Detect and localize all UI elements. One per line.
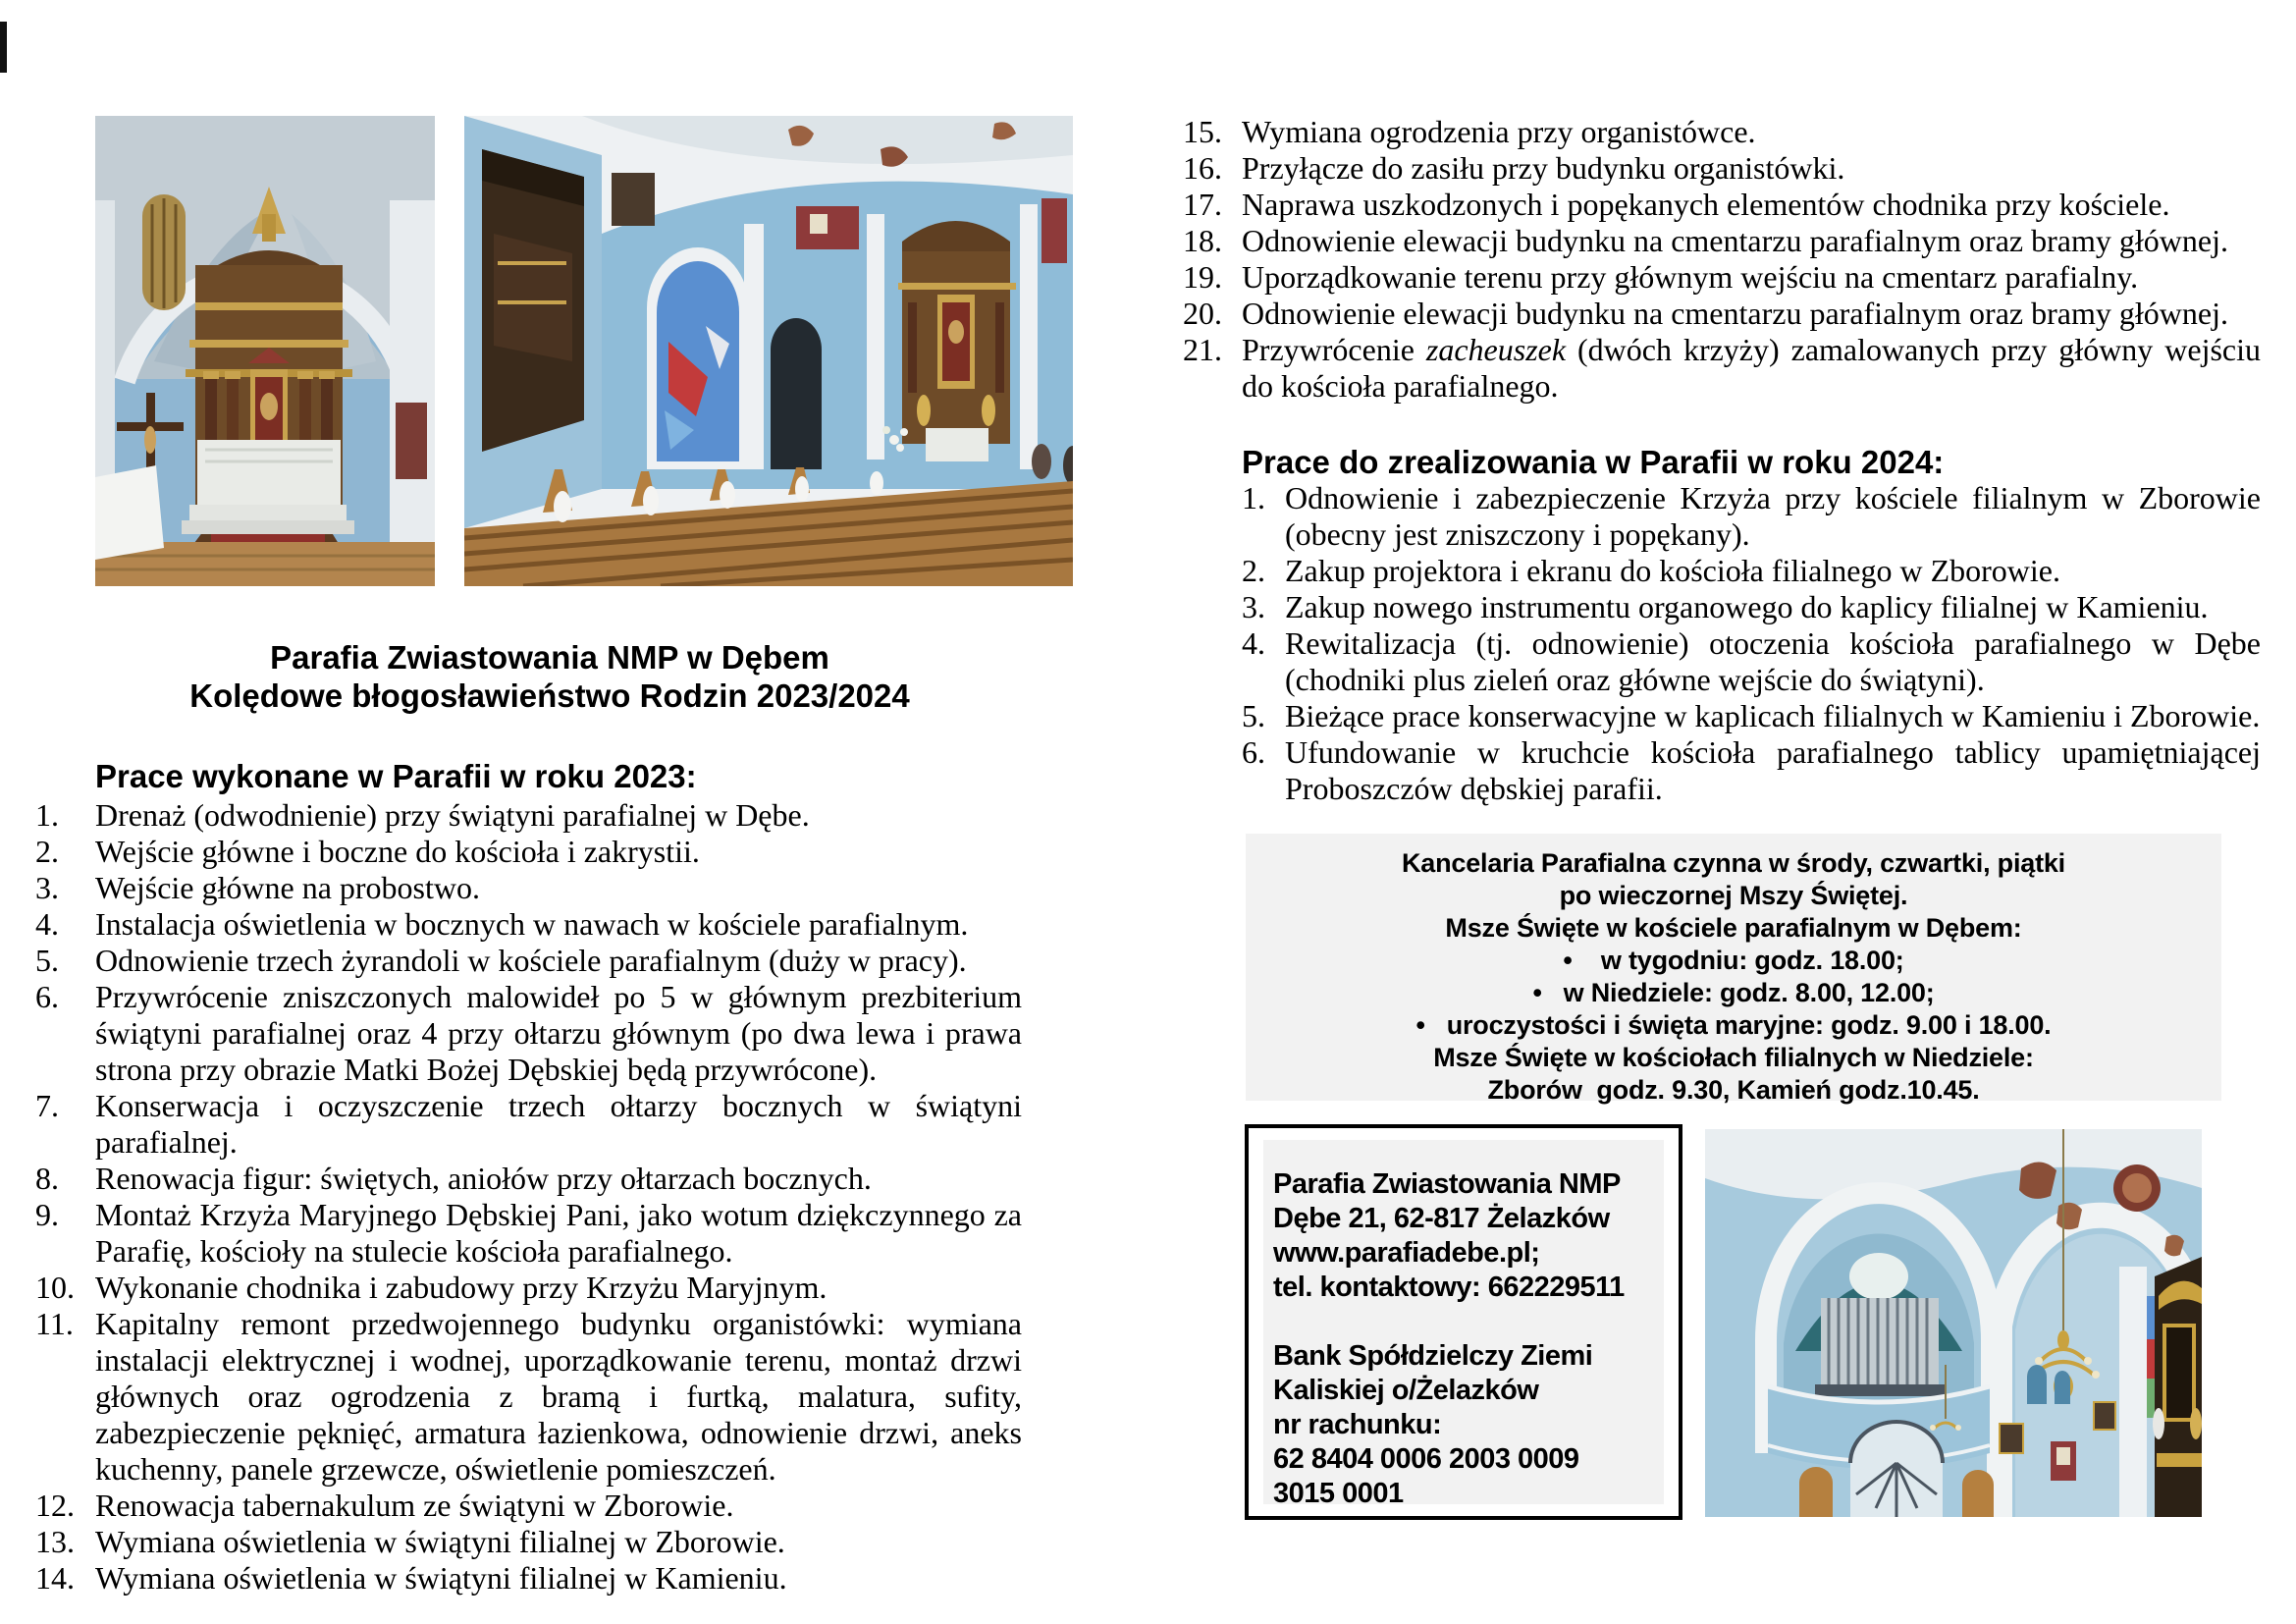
list-item: 18. Odnowienie elewacji budynku na cmentarzu parafialnym oraz bramy głównej.	[1183, 223, 2228, 258]
office-bullet-line: • w Niedziele: godz. 8.00, 12.00;	[1532, 978, 1935, 1007]
list-item: 15. Wymiana ogrodzenia przy organistówce.	[1183, 114, 1756, 149]
list-item: 9. Montaż Krzyża Maryjnego Dębskiej Pani, jako wotum dziękczynnego za Parafię, kościoły na stulecie kościoła parafialnego.	[35, 1197, 1022, 1269]
office-bullet-line: • w tygodniu: godz. 18.00;	[1563, 946, 1904, 975]
office-line: Msze Święte w kościele parafialnym w Dębem:	[1445, 913, 2022, 943]
scan-artifact	[0, 22, 7, 73]
heading-works-2024: Prace do zrealizowania w Parafii w roku 2024:	[1242, 444, 1945, 480]
list-item: 2. Zakup projektora i ekranu do kościoła filialnego w Zborowie.	[1242, 553, 2060, 588]
list-item: 20. Odnowienie elewacji budynku na cmentarzu parafialnym oraz bramy głównej.	[1183, 296, 2228, 331]
list-works-2023	[35, 797, 1022, 1597]
parish-website: www.parafiadebe.pl;	[1273, 1237, 1540, 1269]
list-item: 4. Instalacja oświetlenia w bocznych w nawach w kościele parafialnym.	[35, 906, 969, 942]
page-title	[59, 638, 1041, 715]
list-works-2023-continued	[1183, 114, 2261, 405]
list-item: 17. Naprawa uszkodzonych i popękanych elementów chodnika przy kościele.	[1183, 187, 2170, 222]
bank-name-line2: Kaliskiej o/Żelazków	[1273, 1375, 1539, 1406]
list-item-21: 21. Przywrócenie zacheuszek (dwóch krzyży) zamalowanych przy główny wejściu do kościoła parafialnego.	[1183, 332, 2262, 404]
bank-account-number-line1: 62 8404 0006 2003 0009	[1273, 1443, 1579, 1475]
list-item: 6. Ufundowanie w kruchcie kościoła parafialnego tablicy upamiętniającej Proboszczów dębskiej parafii.	[1242, 734, 2261, 806]
list-item: 5. Odnowienie trzech żyrandoli w kościele parafialnym (duży w pracy).	[35, 943, 967, 978]
italic-term: zacheuszek	[1425, 332, 1567, 367]
list-item: 10. Wykonanie chodnika i zabudowy przy Krzyżu Maryjnym.	[35, 1270, 828, 1305]
bank-account-number-line2: 3015 0001	[1273, 1478, 1404, 1509]
blank-line	[1273, 1305, 1658, 1339]
photo-main-altar	[95, 116, 435, 586]
list-item: 14. Wymiana oświetlenia w świątyni filialnej w Kamieniu.	[35, 1560, 787, 1596]
list-item: 19. Uporządkowanie terenu przy głównym wejściu na cmentarz parafialny.	[1183, 259, 2139, 295]
photo-church-nave	[464, 116, 1073, 586]
list-item: 2. Wejście główne i boczne do kościoła i zakrystii.	[35, 834, 700, 869]
parish-address: Dębe 21, 62-817 Żelazków	[1273, 1203, 1610, 1234]
parish-phone: tel. kontaktowy: 662229511	[1273, 1272, 1625, 1303]
photo-organ-loft	[1705, 1129, 2202, 1517]
list-item: 7. Konserwacja i oczyszczenie trzech ołtarzy bocznych w świątyni parafialnej.	[35, 1088, 1022, 1160]
list-item: 3. Zakup nowego instrumentu organowego do kaplicy filialnej w Kamieniu.	[1242, 589, 2209, 624]
list-item: 6. Przywrócenie zniszczonych malowideł po 5 w głównym prezbiterium świątyni parafialnej oraz 4 przy ołtarzu głównym (po dwa lewa i prawa strona przy obrazie Matki Bożej Dębskiej będą przywrócone).	[35, 979, 1022, 1087]
list-item: 11. Kapitalny remont przedwojennego budynku organistówki: wymiana instalacji elektrycznej i wodnej, uporządkowanie terenu, montaż drzwi głównych oraz ogrodzenia z bramą i furtką, malatura, sufity, zabezpieczenie pęknięć, armatura łazienkowa, odnowienie drzwi, aneks kuchenny, panele grzewcze, oświetlenie pomieszczeń.	[35, 1306, 1022, 1487]
list-item: 12. Renowacja tabernakulum ze świątyni w Zborowie.	[35, 1488, 734, 1523]
list-item: 1. Odnowienie i zabezpieczenie Krzyża przy kościele filialnym w Zborowie (obecny jest zniszczony i popękany).	[1242, 480, 2261, 552]
office-bullet-line: • uroczystości i święta maryjne: godz. 9.00 i 18.00.	[1415, 1010, 2052, 1040]
heading-works-2023: Prace wykonane w Parafii w roku 2023:	[95, 758, 697, 794]
office-line: Zborów godz. 9.30, Kamień godz.10.45.	[1487, 1075, 1980, 1105]
list-works-2024	[1242, 480, 2261, 807]
list-item: 1. Drenaż (odwodnienie) przy świątyni parafialnej w Dębe.	[35, 797, 810, 833]
parish-name: Parafia Zwiastowania NMP	[1273, 1168, 1621, 1200]
list-item: 8. Renowacja figur: świętych, aniołów przy ołtarzach bocznych.	[35, 1161, 872, 1196]
bank-name-line1: Bank Spółdzielczy Ziemi	[1273, 1340, 1593, 1372]
contact-box	[1245, 1124, 1682, 1520]
office-line: po wieczornej Mszy Świętej.	[1559, 881, 1908, 910]
office-line: Msze Święte w kościołach filialnych w Niedziele:	[1433, 1043, 2034, 1072]
list-item: 4. Rewitalizacja (tj. odnowienie) otoczenia kościoła parafialnego w Dębe (chodniki plus zieleń oraz główne wejście do świątyni).	[1242, 625, 2261, 697]
title-line-1: Parafia Zwiastowania NMP w Dębem	[270, 639, 829, 676]
parish-office-panel	[1246, 834, 2221, 1105]
list-item: 3. Wejście główne na probostwo.	[35, 870, 480, 905]
contact-box-inner	[1263, 1140, 1664, 1509]
title-line-2: Kolędowe błogosławieństwo Rodzin 2023/2024	[189, 677, 910, 714]
bank-account-label: nr rachunku:	[1273, 1409, 1442, 1440]
list-item: 5. Bieżące prace konserwacyjne w kaplicach filialnych w Kamieniu i Zborowie.	[1242, 698, 2261, 733]
list-item: 16. Przyłącze do zasiłu przy budynku organistówki.	[1183, 150, 1845, 186]
list-item: 13. Wymiana oświetlenia w świątyni filialnej w Zborowie.	[35, 1524, 785, 1559]
office-line: Kancelaria Parafialna czynna w środy, czwartki, piątki	[1402, 848, 2065, 878]
